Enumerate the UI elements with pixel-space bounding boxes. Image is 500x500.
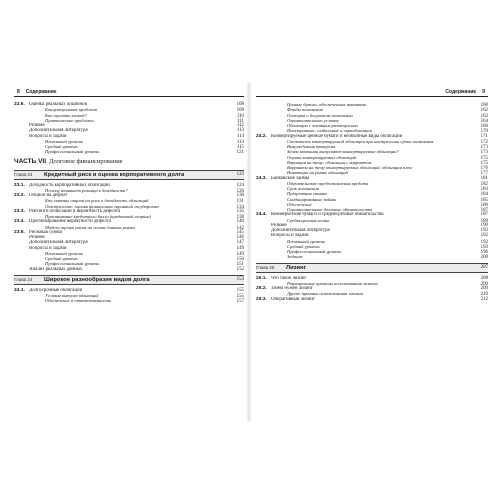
right-page-number: 9: [482, 89, 485, 95]
chapter-label: Глава 23: [14, 172, 33, 177]
toc-entry-title: Ограничительные долговые обязательства: [287, 207, 373, 212]
toc-page-number: 200: [480, 255, 488, 261]
toc-entry-title: Вариация на тему: облигации с варрантом: [287, 159, 372, 165]
toc-page-number: 162: [480, 113, 488, 119]
chapter-24-entries: [14, 288, 244, 304]
part-title: Долговое финансирование: [49, 157, 123, 165]
toc-entry-title: Обеспечение и ответственность: [45, 298, 111, 304]
toc-entry-title: Вынужденная конверсия: [287, 144, 336, 149]
toc-page-number: 186: [480, 202, 488, 208]
toc-entry: [256, 297, 488, 302]
toc-entry-title: Синдицированные займы: [287, 196, 336, 202]
toc-page-number: 124: [236, 182, 244, 188]
toc-entry-title: Прогнозирование вероятности дефолта: [29, 219, 112, 225]
toc-page-number: 157: [236, 299, 244, 305]
toc-entry-title: Фонды погашения: [287, 107, 323, 113]
toc-entry-title: Задание: [287, 254, 303, 260]
toc-entry-title: Вопросы и задачи: [29, 245, 67, 251]
toc-entry-title: Средний уровень: [45, 256, 78, 261]
toc-entry-title: Облигации с частным размещением: [287, 123, 358, 128]
toc-entry-title: Срок погашения: [287, 186, 319, 191]
toc-entry-title: Оговорка о досрочном погашении: [287, 112, 353, 118]
toc-section-number: 24.1.: [14, 287, 25, 293]
chapter-page: 123: [236, 172, 244, 177]
toc-entry-title: Почему возникает разница в доходности?: [45, 187, 128, 193]
chapter-title: Кредитный риск и оценка корпоративного долга: [44, 171, 185, 178]
chapter-25-heading: [256, 263, 488, 273]
toc-page-number: 108: [236, 102, 244, 107]
toc-page-number: 170: [480, 129, 488, 135]
right-header-title: Содержание: [445, 89, 477, 95]
toc-page-number: 209: [480, 281, 488, 287]
toc-entry-title: Ценные бумаги, обеспеченные активами: [287, 102, 367, 107]
toc-entry-title: Опцион на дефолт: [29, 193, 68, 198]
toc-section-number: 24.3.: [256, 175, 267, 181]
toc-page-number: 181: [480, 175, 488, 181]
toc-page-number: 182: [480, 181, 488, 187]
toc-page-number: 176: [480, 166, 488, 171]
toc-page-number: 150: [236, 257, 244, 262]
toc-page-number: 192: [480, 233, 488, 239]
toc-section-number: 22.6.: [14, 102, 25, 107]
toc-page-number: 177: [480, 171, 488, 177]
part-label: ЧАСТЬ VII: [14, 157, 47, 165]
toc-section-number: 23.1.: [14, 182, 25, 188]
toc-entry-title: Обеспечение: [287, 201, 312, 207]
chapter-label: Глава 25: [256, 265, 275, 270]
chapter-page: 207: [480, 265, 488, 270]
toc-page-number: 112: [236, 123, 244, 128]
toc-page-number: 208: [480, 275, 488, 281]
toc-entry-title: Как оценить вилкой?: [45, 112, 87, 118]
toc-entry-title: Профессиональный уровень: [45, 261, 100, 267]
toc-entry-title: Банковские займы: [271, 175, 310, 181]
toc-entry-title: Профессиональный уровень: [45, 149, 100, 155]
toc-entry-title: Присваивание кредитного балла (кредитный скоринг): [45, 214, 151, 219]
toc-section-number: 25.2.: [256, 286, 267, 291]
toc-entry-title: Среднесрочные ноты: [287, 217, 330, 223]
chapter-25-entries: [256, 276, 488, 302]
toc-page-number: 113: [236, 128, 244, 134]
toc-entry-title: Резюме: [29, 123, 45, 128]
toc-entry-title: Доходность корпоративных облигаций: [29, 182, 110, 188]
toc-entry: [14, 267, 244, 272]
toc-page-number: 145: [236, 229, 244, 235]
toc-page-number: 111: [237, 118, 244, 124]
toc-entry-title: Варранты на тему конвертируемых облигаций: облигации плюс: [287, 165, 413, 170]
toc-entry-title: Коммерческие бумаги и среднесрочные обязательства: [271, 212, 384, 218]
toc-section-number: 23.2.: [14, 193, 25, 198]
left-page: [14, 88, 244, 418]
toc-page-number: 114: [236, 133, 244, 139]
toc-entry-title: Профессиональный уровень: [287, 249, 342, 254]
toc-section-number: 24.2.: [256, 133, 267, 139]
toc-entry: [256, 254, 488, 259]
left-top-entries: [14, 102, 244, 155]
part-heading: [14, 158, 244, 167]
toc-page-number: 151: [236, 262, 244, 268]
toc-page-number: 210: [480, 292, 488, 298]
toc-entry-title: Начальный уровень: [287, 238, 325, 244]
toc-entry-title: Как связаны опцион на риск и доходность облигаций: [45, 198, 149, 204]
toc-page-number: 164: [480, 118, 488, 124]
toc-page-number: 142: [236, 225, 244, 231]
chapter-label: Глава 24: [14, 277, 33, 283]
toc-entry-title: Процентная ставка: [287, 191, 327, 197]
toc-page-number: 166: [480, 124, 488, 129]
toc-page-number: 109: [236, 108, 244, 114]
toc-page-number: 162: [480, 108, 488, 114]
toc-page-number: 196: [480, 250, 488, 255]
toc-page-number: 175: [480, 155, 488, 161]
toc-entry-title: Другие причины использования лизинга: [287, 291, 364, 297]
toc-entry-title: Резюме: [271, 222, 287, 228]
toc-entry-title: Ограничительные условия: [287, 117, 339, 123]
chapter-23-heading: [14, 170, 244, 180]
toc-page-number: 152: [236, 266, 244, 272]
toc-entry-title: Концептуальная проблема: [45, 107, 97, 113]
toc-page-number: 187: [480, 212, 488, 218]
toc-entry-title: Иностранные, глобальные и еврооблигации: [287, 128, 372, 134]
toc-page-number: 131: [236, 199, 244, 205]
toc-entry-title: Конвертируемые ценные бумаги и необычные виды облигаций: [271, 133, 403, 139]
toc-page-number: 140: [236, 219, 244, 225]
toc-page-number: 192: [480, 239, 488, 245]
toc-page-number: 192: [480, 228, 488, 233]
toc-section-number: 24.4.: [256, 212, 267, 218]
toc-page-number: 110: [236, 113, 244, 119]
toc-entry-title: Рейтинги облигаций и вероятность дефолта: [29, 208, 121, 214]
toc-entry-title: Зачем компании выпускают конвертируемые облигации?: [287, 149, 399, 155]
toc-section-number: 25.3.: [256, 296, 267, 302]
toc-page-number: 160: [480, 103, 488, 108]
toc-page-number: 134: [236, 204, 244, 210]
toc-entry-title: Условия выпуска облигаций: [45, 293, 99, 298]
book-gutter: [246, 82, 252, 422]
toc-page-number: 155: [236, 287, 244, 293]
right-page: [256, 88, 488, 418]
toc-page-number: 147: [236, 240, 244, 246]
toc-page-number: 149: [236, 245, 244, 251]
toc-entry-title: Что такое лизинг: [271, 275, 307, 281]
toc-entry-title: Средний уровень: [287, 243, 320, 249]
toc-page-number: 121: [236, 150, 244, 156]
toc-entry-title: Оценка конвертируемых облигаций: [287, 154, 357, 160]
toc-entry-title: Зачем нужен лизинг: [271, 286, 313, 291]
toc-page-number: 185: [480, 197, 488, 203]
toc-page-number: 187: [480, 208, 488, 213]
toc-page-number: 173: [480, 150, 488, 156]
toc-entry-title: Вопросы и задачи: [29, 133, 67, 139]
toc-page-number: 130: [236, 193, 244, 198]
chapter-title: Лизинг: [286, 264, 306, 271]
toc-section-number: 23.4.: [14, 219, 25, 225]
toc-entry-title: Обязательство предоставления кредита: [287, 180, 369, 186]
toc-page-number: 115: [236, 145, 244, 150]
toc-entry-title: Оценка реальных опционов: [29, 102, 87, 107]
toc-page-number: 175: [480, 160, 488, 166]
toc-page-number: 126: [236, 188, 244, 194]
toc-page-number: 212: [480, 296, 488, 302]
toc-entry-title: Начальный уровень: [45, 138, 83, 144]
chapter-24-heading: [14, 275, 244, 285]
chapter-title: Широкое разнообразие видов долга: [44, 276, 150, 283]
toc-page-number: 149: [236, 251, 244, 257]
toc-page-number: 193: [480, 244, 488, 250]
toc-page-number: 190: [480, 222, 488, 228]
toc-entry-title: Начальный уровень: [45, 250, 83, 256]
toc-section-number: 25.1.: [256, 275, 267, 281]
toc-entry-title: Рисковая сумма: [29, 229, 62, 235]
toc-page-number: 173: [480, 145, 488, 150]
toc-entry-title: Инновации на рынке облигаций: [287, 170, 348, 176]
toc-entry-title: Стоимость конвертируемой облигации при наступлении срока погашения: [287, 138, 434, 144]
toc-entry-title: Дополнительная литература: [29, 128, 88, 134]
toc-entry-title: Дополнительная литература: [271, 228, 330, 233]
toc-section-number: 23.3.: [14, 208, 25, 214]
toc-entry-title: Средний уровень: [45, 144, 78, 149]
toc-entry-title: Анализ реальных данных: [29, 266, 83, 272]
toc-page-number: 138: [236, 215, 244, 220]
toc-entry-title: Вопросы и задачи: [271, 233, 309, 239]
left-running-header: [14, 88, 244, 97]
toc-page-number: 135: [236, 208, 244, 214]
left-header-title: Содержание: [25, 89, 57, 95]
toc-page-number: 146: [236, 235, 244, 240]
chapter-23-entries: [14, 183, 244, 272]
toc-page-number: 189: [480, 218, 488, 224]
toc-page-number: 172: [480, 139, 488, 145]
toc-entry-title: Долгосрочные облигации: [29, 287, 83, 293]
toc-entry-title: Дополнительная литература: [29, 240, 88, 246]
toc-page-number: 171: [480, 133, 488, 139]
toc-entry-title: Резюме: [29, 235, 45, 240]
chapter-page: 153: [236, 277, 244, 283]
toc-entry-title: Рациональные причины использования лизинга: [287, 280, 378, 286]
toc-page-number: 209: [480, 286, 488, 291]
toc-entry-title: Оперативный лизинг: [271, 296, 315, 302]
toc-entry-title: Практические проблемы: [45, 117, 94, 123]
toc-page-number: 183: [480, 187, 488, 192]
toc-page-number: 114: [236, 139, 244, 145]
toc-entry-title: Отступление: оценка финансовых гарантий государства: [45, 203, 159, 209]
toc-page-number: 155: [236, 294, 244, 299]
toc-entry-title: Модели оценки риска на основе данных рынка: [45, 224, 135, 230]
right-entries: [256, 102, 488, 260]
right-running-header: [256, 88, 488, 97]
toc-entry: [14, 298, 244, 303]
left-page-number: 8: [17, 89, 20, 95]
toc-entry: [14, 149, 244, 154]
toc-section-number: 23.5.: [14, 229, 25, 235]
toc-page-number: 184: [480, 192, 488, 198]
